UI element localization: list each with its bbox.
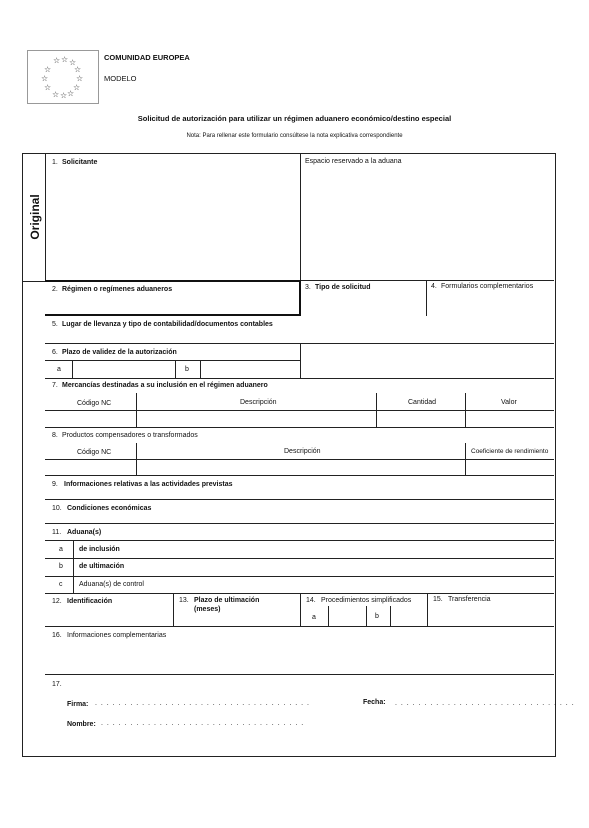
divider [45, 378, 554, 379]
divider [200, 360, 201, 379]
divider [45, 410, 554, 411]
svg-text:☆: ☆ [73, 83, 81, 92]
box11-label: Aduana(s) [67, 529, 102, 536]
box14-b-letter: b [375, 613, 379, 620]
box14-label: Procedimientos simplificados [321, 597, 412, 604]
box15-label: Transferencia [448, 596, 491, 603]
eu-stars-icon [36, 55, 86, 99]
svg-text:☆: ☆ [41, 74, 49, 83]
box13-sublabel: (meses) [194, 606, 221, 613]
model-label: MODELO [104, 74, 137, 83]
divider [45, 459, 554, 460]
box14-a-letter: a [312, 614, 316, 621]
form-title: Solicitud de autorización para utilizar un régimen aduanero económico/destino especial [137, 114, 452, 123]
form-note: Nota: Para rellenar este formulario consúltese la nota explicativa correspondiente [186, 133, 403, 139]
divider [299, 280, 301, 316]
svg-text:☆: ☆ [67, 89, 75, 98]
box8-number: 8. [52, 432, 58, 439]
box3-label: Tipo de solicitud [315, 284, 371, 291]
divider [45, 626, 554, 627]
box11-b-label: de ultimación [79, 563, 125, 570]
divider [427, 593, 428, 626]
divider [300, 153, 301, 281]
name-label: Nombre: [67, 721, 96, 728]
box6-label: Plazo de validez de la autorización [62, 349, 177, 356]
divider [300, 280, 554, 281]
box11-a-label: de inclusión [79, 546, 120, 553]
box7-col-description: Descripción [240, 399, 277, 406]
divider [45, 523, 554, 524]
box3-number: 3. [305, 284, 311, 291]
box5-number: 5. [52, 321, 58, 328]
divider [45, 427, 554, 428]
date-label: Fecha: [363, 699, 386, 706]
box11-c-label: Aduana(s) de control [79, 581, 144, 588]
divider [45, 540, 554, 541]
divider [300, 593, 301, 626]
box11-c-letter: c [59, 581, 63, 588]
box15-number: 15. [433, 596, 443, 603]
divider [175, 360, 176, 379]
divider [45, 576, 554, 577]
box6-b-letter: b [185, 366, 189, 373]
box10-label: Condiciones económicas [67, 505, 152, 512]
box1-number: 1. [52, 159, 58, 166]
divider [45, 674, 554, 675]
box2-label: Régimen o regímenes aduaneros [62, 286, 173, 293]
customs-reserved-label: Espacio reservado a la aduana [305, 158, 402, 165]
svg-text:☆: ☆ [53, 56, 61, 65]
box12-label: Identificación [67, 598, 113, 605]
box13-label: Plazo de ultimación [194, 597, 260, 604]
box6-a-letter: a [57, 366, 61, 373]
box5-label: Lugar de llevanza y tipo de contabilidad/documentos contables [62, 321, 273, 328]
box9-label: Informaciones relativas a las actividades previstas [64, 481, 233, 488]
box8-col-description: Descripción [284, 448, 321, 455]
divider [173, 593, 174, 626]
box12-number: 12. [52, 598, 62, 605]
name-line: . . . . . . . . . . . . . . . . . . . . . . . . . . . . . . . . . . . [101, 720, 305, 727]
svg-text:☆: ☆ [60, 91, 68, 99]
box8-label: Productos compensadores o transformados [62, 432, 198, 439]
box7-col-value: Valor [501, 399, 517, 406]
box1-label: Solicitante [62, 159, 98, 166]
box11-number: 11. [52, 529, 62, 536]
box4-label: Formularios complementarios [441, 283, 534, 290]
box17-number: 17. [52, 681, 62, 688]
date-line: . . . . . . . . . . . . . . . . . . . . . . . . . . . . . . . [395, 700, 575, 707]
signature-line: . . . . . . . . . . . . . . . . . . . . . . . . . . . . . . . . . . . . . [95, 700, 310, 707]
svg-text:☆: ☆ [52, 90, 60, 99]
divider [72, 360, 73, 379]
divider [45, 499, 554, 500]
svg-text:☆: ☆ [61, 55, 69, 64]
divider [328, 606, 329, 626]
signature-label: Firma: [67, 701, 89, 708]
community-heading: COMUNIDAD EUROPEA [104, 53, 190, 62]
box11-b-letter: b [59, 563, 63, 570]
svg-text:☆: ☆ [69, 58, 77, 67]
box7-label: Mercancías destinadas a su inclusión en el régimen aduanero [62, 382, 268, 389]
divider [45, 360, 300, 361]
box8-col-coefficient: Coeficiente de rendimiento [471, 448, 549, 455]
divider [366, 606, 367, 626]
divider [45, 475, 554, 476]
box9-number: 9. [52, 481, 58, 488]
svg-text:☆: ☆ [76, 74, 84, 83]
box8-col-code: Código NC [77, 449, 112, 456]
box7-col-code: Código NC [77, 400, 112, 407]
divider [73, 540, 74, 593]
box7-number: 7. [52, 382, 58, 389]
svg-text:☆: ☆ [44, 83, 52, 92]
copy-label: Original [28, 194, 42, 240]
divider [300, 343, 301, 379]
divider [426, 280, 427, 316]
box14-number: 14. [306, 597, 316, 604]
box10-number: 10. [52, 505, 62, 512]
box2-number: 2. [52, 286, 58, 293]
box13-number: 13. [179, 597, 189, 604]
svg-text:☆: ☆ [44, 65, 52, 74]
box11-a-letter: a [59, 546, 63, 553]
box7-col-quantity: Cantidad [408, 399, 437, 406]
box16-number: 16. [52, 632, 62, 639]
divider [45, 558, 554, 559]
box6-number: 6. [52, 349, 58, 356]
svg-text:☆: ☆ [74, 65, 82, 74]
divider [45, 314, 300, 316]
box4-number: 4. [431, 283, 437, 290]
divider [45, 280, 300, 282]
box16-label: Informaciones complementarias [67, 632, 167, 639]
divider [390, 606, 391, 626]
